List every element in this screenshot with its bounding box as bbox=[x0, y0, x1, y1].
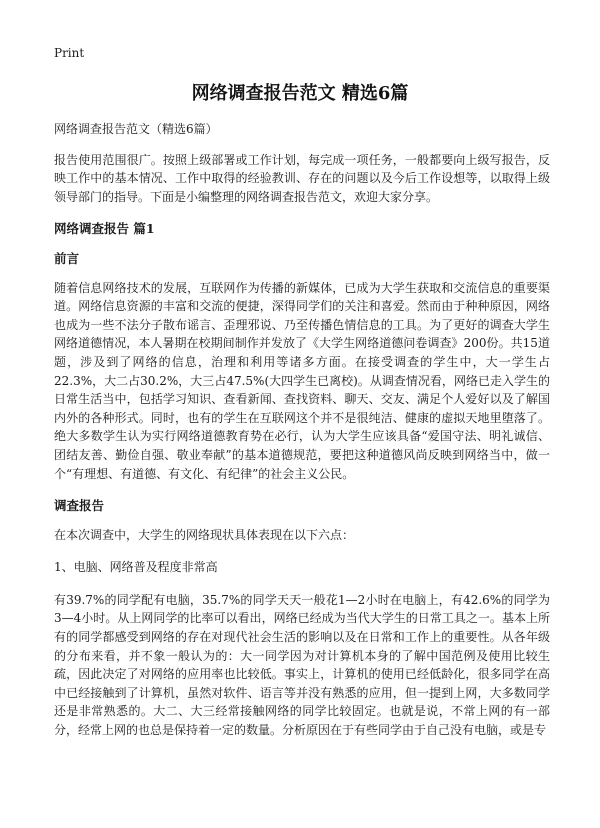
report-heading: 调查报告 bbox=[54, 498, 105, 514]
print-link[interactable]: Print bbox=[54, 46, 85, 60]
point-paragraph: 有39.7%的同学配有电脑，35.7%的同学天天一般花1—2小时在电脑上，有42.6%的同学为3—4小时。从上网同学的比率可以看出，网络已经成为当代大学生的日常工具之一。基本上所有的同学都感受到网络的存在对现代社会生活的影响以及在日常和工作上的重要性。从各年级的分布来看，并不象一般认为的：大一同学因为对计算机本身的了解中国范例及使用比较生疏，因此决定了对网络的应用率也比较低。事实上，计算机的使用已经低龄化，很多同学在高中已经接触到了计算机，虽然对软件、语言等并没有熟悉的应用，但一提到上网，大多数同学还是非常熟悉的。大二、大三经常接触网络的同学比较固定。也就是说，不常上网的有一部分，经常上网的也总是保持着一定的数量。分析原因在于有些同学由于自己没有电脑，或是专 bbox=[54, 592, 550, 738]
document-title: 网络调查报告范文 精选6篇 bbox=[191, 83, 409, 104]
report-intro: 在本次调查中，大学生的网络现状具体表现在以下六点： bbox=[54, 527, 355, 542]
point-heading: 1、电脑、网络普及程度非常高 bbox=[54, 560, 218, 575]
intro-paragraph: 报告使用范围很广。按照上级部署或工作计划，每完成一项任务，一般都要向上级写报告，反映工作中的基本情况、工作中取得的经验教训、存在的问题以及今后工作设想等，以取得上级领导部门的指导。下面是小编整理的网络调查报告范文，欢迎大家分享。 bbox=[54, 152, 550, 204]
document-body bbox=[54, 120, 550, 740]
document-subtitle: 网络调查报告范文（精选6篇） bbox=[54, 122, 218, 136]
preface-paragraph: 随着信息网络技术的发展，互联网作为传播的新媒体，已成为大学生获取和交流信息的重要渠道。网络信息资源的丰富和交流的便捷，深得同学们的关注和喜爱。然而由于种种原因，网络也成为一些不法分子散布谣言、歪理邪说、乃至传播色情信息的工具。为了更好的调查大学生网络道德情况，本人暑期在校期间制作并发放了《大学生网络道德问卷调查》200份。共15道题，涉及到了网络的信息，治理和利用等诸多方面。在接受调查的学生中，大一学生占22.3%，大二占30.2%，大三占47.5%(大四学生已离校)。从调查情况看，网络已走入学生的日常生活当中，包括学习知识、查看新闻、查找资料、聊天、交友、满足个人爱好以及了解国内外的各种形式。同时，也有的学生在互联网这个并不是很纯洁、健康的虚拟天地里堕落了。绝大多数学生认为实行网络道德教育势在必行，认为大学生应该具备“爱国守法、明礼诚信、团结友善、勤俭自强、敬业奉献”的基本道德规范，要把这种道德风尚反映到网络当中，做一个“有理想、有道德、有文化、有纪律”的社会主义公民。 bbox=[54, 280, 550, 481]
preface-heading: 前言 bbox=[54, 250, 80, 266]
section-heading: 网络调查报告 篇1 bbox=[54, 221, 155, 237]
